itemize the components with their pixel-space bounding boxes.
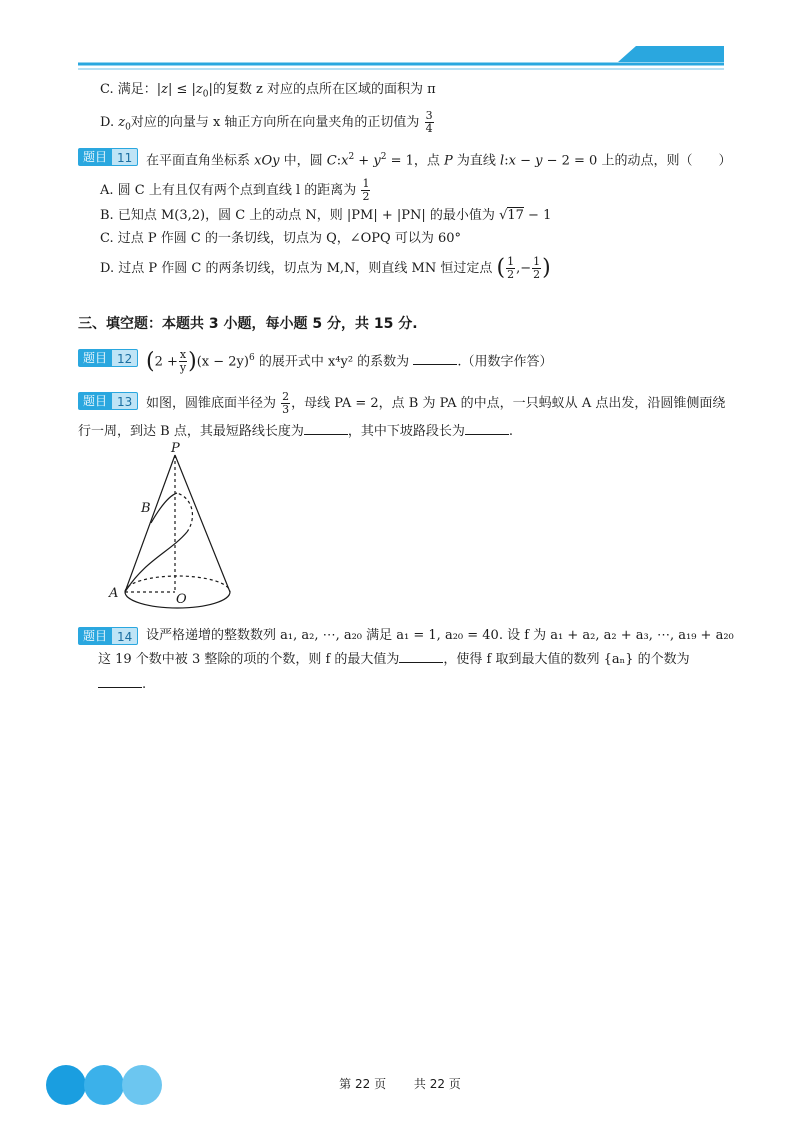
page-number: 第 22 页 [339, 1077, 387, 1091]
cone-label-a: A [109, 586, 119, 601]
q13-tag: 题目 13 [78, 392, 138, 410]
q14-stem-line2: 这 19 个数中被 3 整除的项的个数，则 f 的最大值为 ，使得 f 取到最大值的数列 {aₙ} 的个数为 [98, 652, 690, 667]
q10-option-c: C. 满足：$|z| \le |z_0|$的复数 z 对应的点所在区域的面积为 π [100, 82, 436, 100]
q14-answer-blank-2[interactable] [98, 675, 142, 688]
q12-stem: (2 + $\frac{x}{y}$ )$(x - 2y)^6$ 的展开式中 x⁴y² 的系数为 .（用数字作答） [146, 348, 553, 375]
cone-label-p: P [171, 441, 180, 456]
q11-stem: 在平面直角坐标系 xOy 中，圆 $C:x^2 + y^2 = 1$，点 P 为直线 l:x − y − 2 = 0 上的动点，则（ ） [146, 152, 732, 169]
q11-tag: 题目 11 [78, 148, 138, 166]
page-footer [0, 1075, 800, 1092]
q14-tag: 题目 14 [78, 627, 138, 645]
cone-label-b: B [141, 501, 151, 516]
q13-answer-blank-1[interactable] [304, 422, 348, 435]
q11-option-c: C. 过点 P 作圆 C 的一条切线，切点为 Q，∠OPQ 可以为 60° [100, 231, 462, 246]
q12-answer-blank[interactable] [413, 352, 457, 365]
q11-a-fraction: $\frac{1}{2}$ [362, 177, 370, 203]
q14-answer-blank-1[interactable] [399, 650, 443, 663]
q13-answer-blank-2[interactable] [465, 422, 509, 435]
q10-d-fraction: $\frac{3}{4}$ [425, 109, 433, 135]
q12-tag: 题目 12 [78, 349, 138, 367]
section-title: 三、填空题：本题共 3 小题，每小题 5 分，共 15 分. [78, 316, 418, 332]
page-total: 共 22 页 [413, 1077, 461, 1091]
cone-figure [105, 440, 235, 620]
q13-radius-fraction: $\frac{2}{3}$ [282, 390, 290, 416]
q14-stem-line1: 设严格递增的整数数列 a₁, a₂, ⋯, a₂₀ 满足 a₁ = 1, a₂₀ = 40. 设 f 为 a₁ + a₂, a₂ + a₃, ⋯, a₁₉ + a₂₀ [146, 628, 734, 643]
q14-stem-line3: . [98, 675, 146, 695]
q11-option-a: A. 圆 C 上有且仅有两个点到直线 l 的距离为 $\frac{1}{2}$ [100, 177, 370, 203]
cone-label-o: O [176, 592, 187, 607]
header-band [0, 0, 800, 80]
q13-stem-line2: 行一周，到达 B 点，其最短路线长度为 ，其中下坡路段长为 . [78, 424, 513, 439]
q11-option-b: B. 已知点 M(3,2)，圆 C 上的动点 N，则 |PM| + |PN| 的最小值为 √17 − 1 [100, 208, 552, 223]
q11-option-d: D. 过点 P 作圆 C 的两条切线，切点为 M,N，则直线 MN 恒过定点 ( $\frac{1}{2}$ ,− $\frac{1}{2}$ ) [100, 255, 551, 281]
q10-option-d: D. $z_0$对应的向量与 x 轴正方向所在向量夹角的正切值为 $\frac{3}{4}$ [100, 109, 433, 135]
q13-stem-line1: 如图，圆锥底面半径为 $\frac{2}{3}$ ，母线 PA = 2，点 B 为 PA 的中点，一只蚂蚁从 A 点出发，沿圆锥侧面绕 [146, 390, 726, 416]
